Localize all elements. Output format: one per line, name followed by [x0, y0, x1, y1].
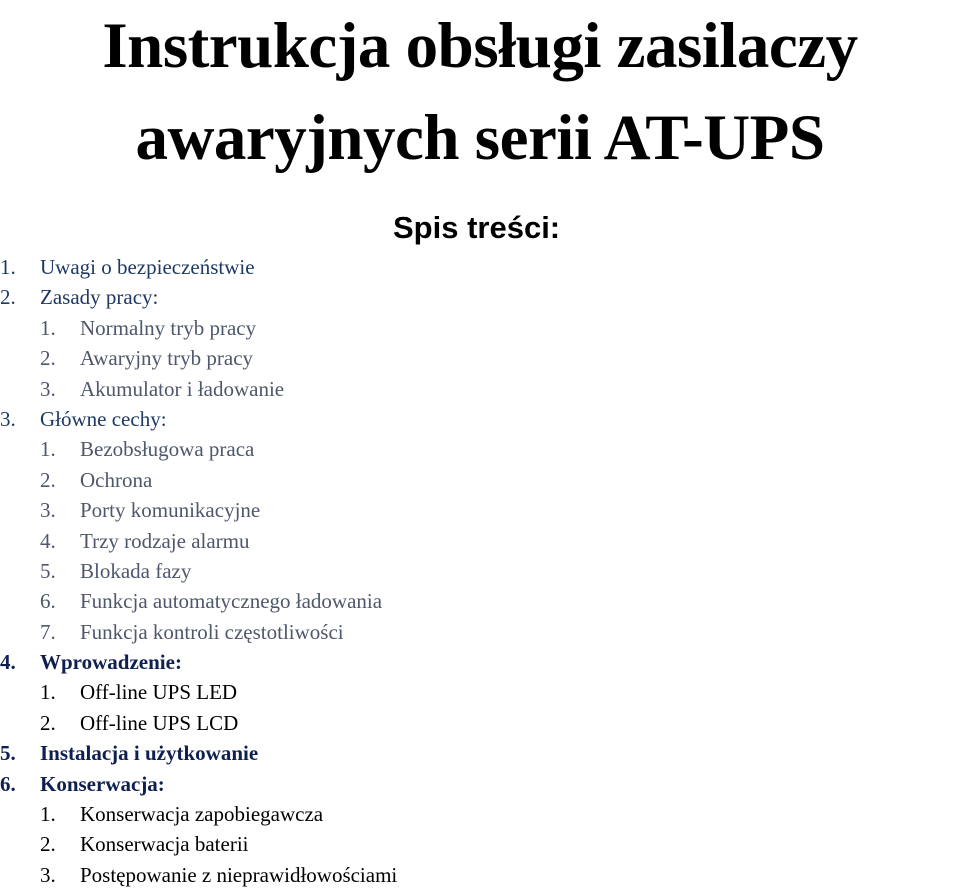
- toc-item-label: Funkcja kontroli częstotliwości: [80, 619, 344, 644]
- toc-item-number: 1.: [40, 437, 56, 462]
- toc-item-number: 2.: [40, 346, 56, 371]
- toc-subsection-item[interactable]: [0, 434, 397, 464]
- toc-subsection-item[interactable]: [0, 465, 397, 495]
- toc-item-label: Off-line UPS LED: [80, 680, 238, 705]
- toc-subsection-item[interactable]: [0, 495, 397, 525]
- toc-item-label: Blokada fazy: [80, 558, 192, 583]
- toc-subsection-item[interactable]: [0, 313, 397, 343]
- toc-item-number: 2.: [40, 832, 56, 857]
- toc-item-number: 2.: [0, 285, 16, 310]
- toc-item-label: Porty komunikacyjne: [80, 498, 261, 523]
- toc-item-number: 1.: [40, 680, 56, 705]
- document-title-line-2: awaryjnych serii AT-UPS: [135, 102, 825, 174]
- toc-item-label: Bezobsługowa praca: [80, 437, 255, 462]
- toc-item-number: 1.: [40, 315, 56, 340]
- toc-subsection-item[interactable]: [0, 374, 397, 404]
- toc-item-number: 3.: [40, 376, 56, 401]
- toc-item-number: 5.: [40, 558, 56, 583]
- toc-item-number: 3.: [40, 498, 56, 523]
- toc-item-number: 3.: [0, 406, 16, 431]
- toc-item-label: Główne cechy:: [40, 406, 167, 431]
- toc-item-number: 6.: [0, 771, 16, 796]
- toc-item-label: Wprowadzenie:: [40, 650, 182, 675]
- document-title-line-1: Instrukcja obsługi zasilaczy: [102, 10, 858, 82]
- toc-subsection-item[interactable]: [0, 343, 397, 373]
- toc-item-number: 7.: [40, 619, 56, 644]
- toc-item-number: 1.: [0, 255, 16, 279]
- toc-item-label: Normalny tryb pracy: [80, 315, 257, 340]
- toc-item-label: Konserwacja baterii: [80, 832, 249, 857]
- toc-item-label: Akumulator i ładowanie: [80, 376, 285, 401]
- toc-section-item[interactable]: [0, 282, 397, 312]
- toc-section-item[interactable]: [0, 738, 397, 768]
- toc-item-label: Konserwacja:: [40, 771, 165, 796]
- toc-subsection-item[interactable]: [0, 586, 397, 616]
- toc-item-label: Konserwacja zapobiegawcza: [80, 802, 324, 827]
- document-title: [0, 0, 960, 184]
- toc-item-number: 5.: [0, 741, 16, 766]
- toc-item-label: Uwagi o bezpieczeństwie: [40, 255, 255, 279]
- toc-subsection-item[interactable]: [0, 526, 397, 556]
- toc-section-item[interactable]: [0, 252, 397, 282]
- toc-item-number: 6.: [40, 589, 56, 614]
- toc-section-item[interactable]: [0, 769, 397, 799]
- toc-section-item[interactable]: [0, 404, 397, 434]
- toc-subsection-item[interactable]: [0, 799, 397, 829]
- toc-item-label: Funkcja automatycznego ładowania: [80, 589, 383, 614]
- toc-item-label: Awaryjny tryb pracy: [80, 346, 254, 371]
- toc-subsection-item[interactable]: [0, 677, 397, 707]
- toc-section-item[interactable]: [0, 647, 397, 677]
- toc-item-number: 4.: [40, 528, 56, 553]
- toc-subsection-item[interactable]: [0, 708, 397, 738]
- toc-heading: Spis treści:: [393, 210, 561, 245]
- toc-subsection-item[interactable]: [0, 556, 397, 586]
- table-of-contents: [0, 252, 397, 890]
- toc-subsection-item[interactable]: [0, 617, 397, 647]
- toc-subsection-item[interactable]: [0, 860, 397, 890]
- toc-item-number: 4.: [0, 650, 16, 675]
- toc-item-label: Off-line UPS LCD: [80, 710, 239, 735]
- toc-item-label: Postępowanie z nieprawidłowościami: [80, 862, 398, 887]
- toc-item-label: Instalacja i użytkowanie: [40, 741, 259, 766]
- toc-item-number: 2.: [40, 467, 56, 492]
- toc-item-label: Zasady pracy:: [40, 285, 159, 310]
- toc-item-label: Trzy rodzaje alarmu: [80, 528, 250, 553]
- toc-item-number: 1.: [40, 802, 56, 827]
- toc-item-number: 3.: [40, 862, 56, 887]
- toc-item-number: 2.: [40, 710, 56, 735]
- toc-subsection-item[interactable]: [0, 829, 397, 859]
- toc-item-label: Ochrona: [80, 467, 153, 492]
